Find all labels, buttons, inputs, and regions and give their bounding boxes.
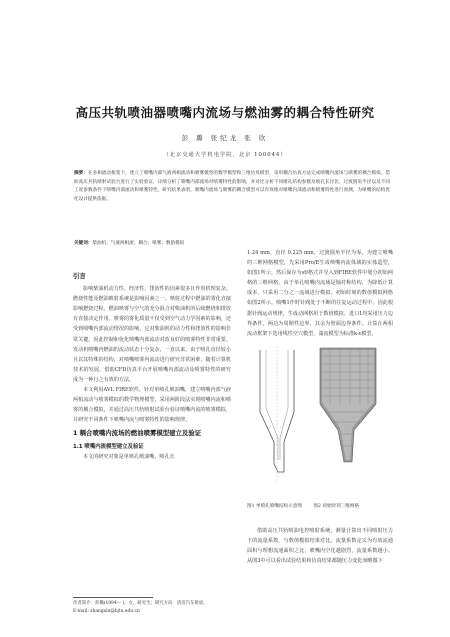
subsection-heading-1-1: 1.1 喷嘴内流模型建立及验证 (73, 443, 144, 450)
nozzle-structure-diagram (260, 346, 294, 482)
abstract-label: 摘要： (74, 171, 88, 176)
section-heading-intro: 引言 (73, 272, 86, 280)
abstract-text: 在多相流动框架下，建立了喷嘴内部气液两相流动和喷雾模型的数学模型和三维仿真模型，采用耦合仿真方法完成喷嘴内流场与喷雾的耦合模拟，借助高压共轨喷射试验台进行了实验验证，详细分析了喷嘴内部流场对喷雾特性的影响，并对比分析不同喷孔结构参数及喷孔长径比、过渡圆角半径以及不同工况参数条件下喷嘴内部流动和喷雾特性。研究结果表明，喷嘴内流场与喷雾的耦合模型可以有效地对喷嘴内部流动和喷雾特性进行预测，为喷嘴的结构优化设计提供依据。 (74, 171, 390, 202)
footnote-author-text: 彭璐(1994— )，女，研究生；研究方向：清洁汽车排放。 (94, 601, 208, 606)
footnote-author-label: 作者简介： (73, 601, 95, 606)
left-column (73, 271, 231, 462)
author-list: 彭 璐 张纪龙 张 欣 (181, 134, 269, 142)
figure-captions (247, 503, 393, 509)
footnote (73, 600, 273, 616)
paper-title: 高压共轨喷油器喷嘴内流场与燃油雾的耦合特性研究 (75, 105, 375, 120)
keywords-label: 关键词： (74, 241, 93, 246)
right-paragraph-2: 借助高压共轨喷油电控喷射系统，测量计算出不同喷射压力下的流量系数，与数值模拟结果对比。流量系数定义为有效流通面积与理想流通面积之比，喷嘴内空化越剧烈，流量系数越小。从图3中可以看出试验结果和仿真结果都随压力变化而略微下 (247, 528, 393, 565)
figure-1-caption: 图1 单喷孔喷嘴结构示意图 (247, 504, 302, 509)
nozzle-figure (250, 342, 390, 502)
footnote-rule (73, 597, 153, 598)
intro-paragraph-2: 本文利用AVL FIRE软件，针对单喷孔喷油嘴，建立喷嘴内部气液两相流动与喷雾模拟的数学物理模型，采用两阶段法实现喷嘴内流和喷雾的耦合模拟，并通过高压共轨喷射试验台验证喷嘴内流的喷雾模拟，并研究不同条件下喷嘴内流与喷雾特性的影响规律。 (73, 387, 231, 424)
right-column-bottom (247, 526, 393, 566)
intro-paragraph-1: 影响柴油机动力性、经济性、排放性的因素很多且作用机理复杂，燃烧性能及燃油喷射系统是影响因素之一。喷射过程中燃油的雾化直接影响燃烧过程，燃油喷雾与空气的充分混合对柴油机的后续燃烧和排放有直接决定作用。喷雾的雾化质量不仅受到空气动力学因素的影响，还受到喷嘴内部流动情况的影响，它对柴油机的动力性和排放性的影响非常关键，因此控制和优化喷嘴内部流动对改良好的喷雾特性非常重要。发动机喷嘴内燃油的流动状态十分复杂，一直以来，由于喷孔直径较小且以其特殊的结构，对喷嘴喷雾内流动进行研究非常困难，随着计算机技术的发展，借助CFD仿真平台开展喷嘴内部流动及喷雾特性的研究成为一种行之有效的方法。 (73, 286, 231, 383)
mesh-diagram (320, 348, 376, 462)
affiliation: （北京交通大学机电学院，北京 100044） (163, 152, 287, 158)
right-paragraph-1: 1.24 mm，直径 0.225 mm，过渡圆角半径为零。为建立喷嘴的三维网格模型，先采用Pro/E生成喷嘴内流体域的实体造型，如图1所示。然后保存为stl格式并导入到FIRE软件中划分初始网格的三维网格。由于单孔喷嘴内流域是轴对称结构，为降低计算成本，只采用二分之一流域进行模拟，初始时刻的数值模拟网格如图2所示。喷嘴1作时针阀处于不断的往复运动过程中，因此根据针阀运动规律，生成动网格用于数值模拟。进口1均采用压力边界条件，两边为周期性边界，其余为壁面边界条件。计算在两相流动框架下选用线性空穴模型，湍流模型为标准k-ε模型。 (247, 250, 393, 337)
footnote-email: E-mail: zhangxin@bjtu.edu.cn (73, 609, 140, 614)
section-heading-1: 1 耦合喷嘴内流场的燃油喷雾模型建立及验证 (73, 429, 202, 438)
figure-2-caption: 图2 初始时刻三维网格 (313, 504, 360, 509)
section1-first-line: 本文的研究对象是单喷孔喷油嘴，喷孔长 (83, 453, 175, 460)
abstract (74, 170, 390, 204)
right-column-top (247, 248, 393, 339)
keywords-text: 柴油机；气液两相流；耦合；喷雾；数值模拟 (92, 241, 185, 246)
